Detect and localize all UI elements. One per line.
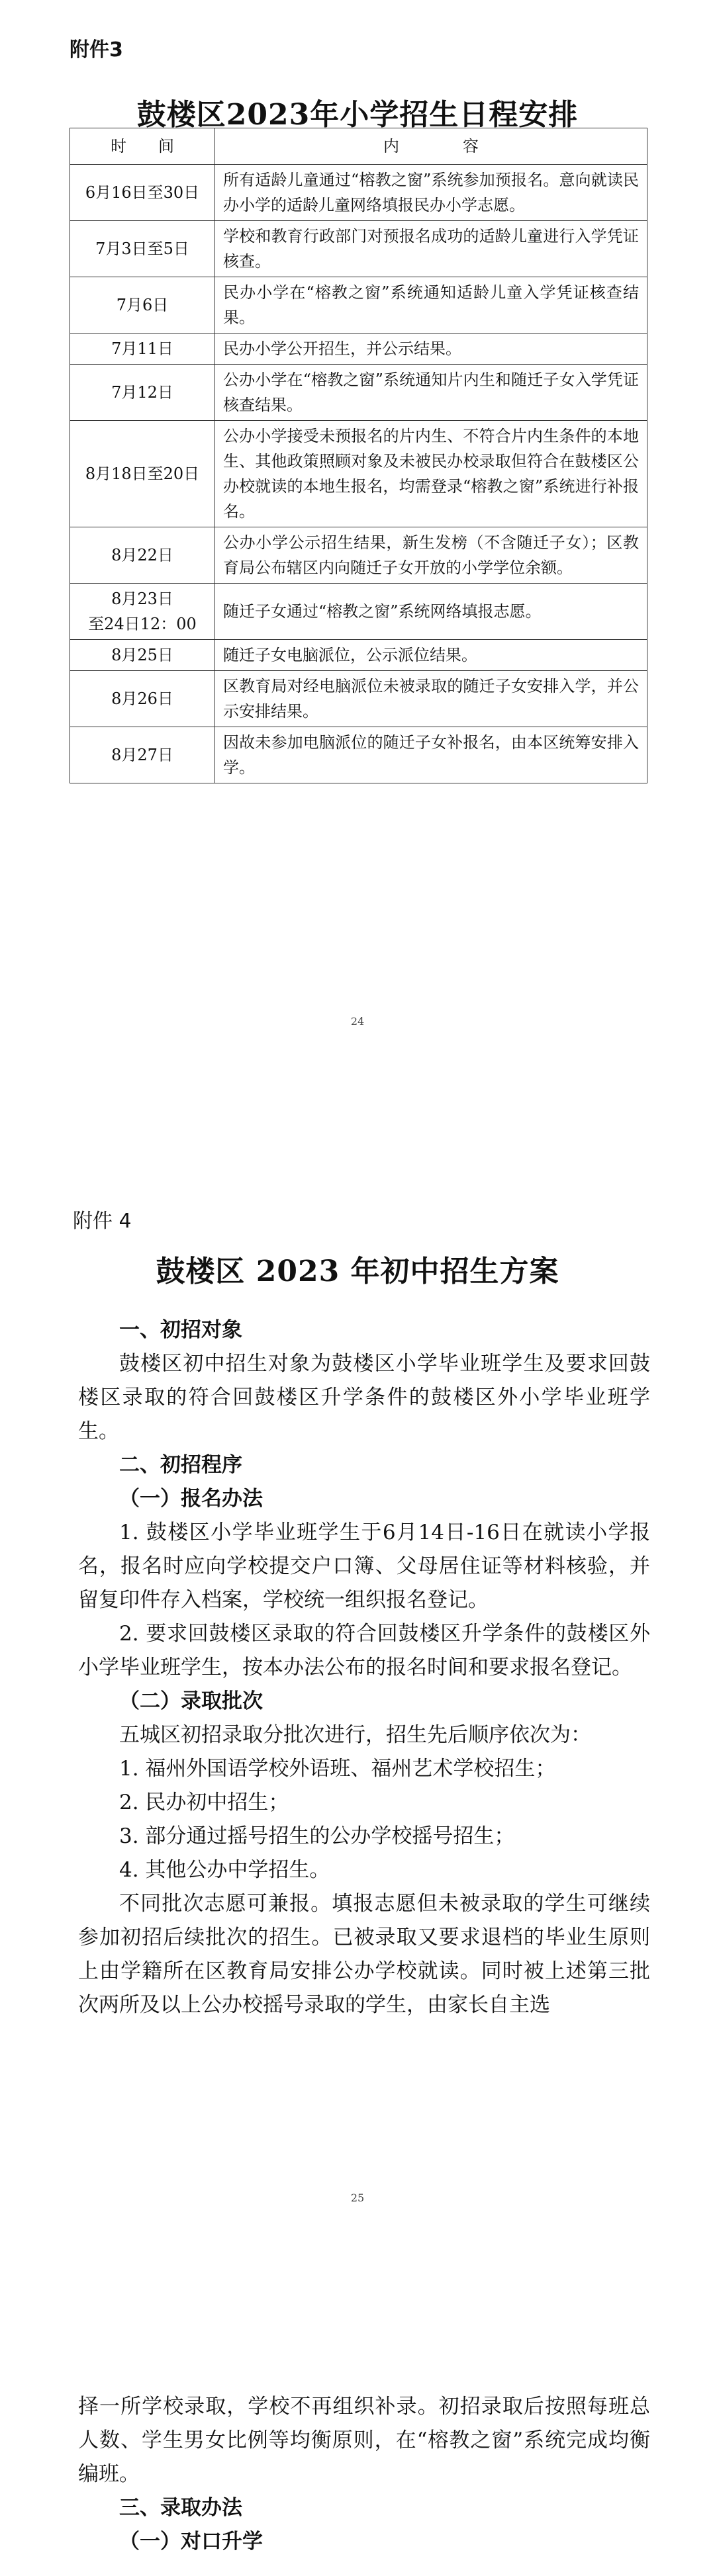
paragraph: 1. 福州外国语学校外语班、福州艺术学校招生； xyxy=(119,1757,556,1781)
paragraph: 2. 要求回鼓楼区录取的符合回鼓楼区升学条件的鼓楼区外小学毕业班学生，按本办法公布的报名时间和要求报名登记。 xyxy=(78,1622,650,1679)
time-cell: 6月16日至30日 xyxy=(70,165,215,221)
content-cell: 区教育局对经电脑派位未被录取的随迁子女安排入学，并公示安排结果。 xyxy=(215,671,647,727)
paragraph: 2. 民办初中招生； xyxy=(119,1791,289,1814)
table-row xyxy=(70,277,647,333)
table-header-row xyxy=(70,128,647,165)
time-cell: 8月27日 xyxy=(70,727,215,783)
content-cell: 民办小学公开招生，并公示结果。 xyxy=(215,333,647,365)
page-number: 24 xyxy=(350,1015,365,1028)
table-row xyxy=(70,527,647,584)
table-row xyxy=(70,727,647,783)
document-body xyxy=(78,1313,650,2022)
subsection-heading: （一）对口升学 xyxy=(119,2530,263,2554)
time-cell: 8月26日 xyxy=(70,671,215,727)
table-row xyxy=(70,365,647,421)
time-cell: 8月23日 至24日12：00 xyxy=(70,584,215,640)
paragraph: 1. 鼓楼区小学毕业班学生于6月14日-16日在就读小学报名，报名时应向学校提交户口簿、父母居住证等材料核验，并留复印件存入档案，学校统一组织报名登记。 xyxy=(78,1521,650,1612)
content-cell: 公办小学接受未预报名的片内生、不符合片内生条件的本地生、其他政策照顾对象及未被民办校录取但符合在鼓楼区公办校就读的本地生报名，均需登录“榕教之窗”系统进行补报名。 xyxy=(215,421,647,527)
time-cell: 8月25日 xyxy=(70,640,215,671)
table-row xyxy=(70,221,647,277)
table-row xyxy=(70,671,647,727)
section-heading: 二、初招程序 xyxy=(119,1453,242,1477)
time-cell: 7月3日至5日 xyxy=(70,221,215,277)
content-cell: 公办小学公示招生结果，新生发榜（不含随迁子女）；区教育局公布辖区内向随迁子女开放的小学学位余额。 xyxy=(215,527,647,584)
table-row xyxy=(70,333,647,365)
time-cell: 7月12日 xyxy=(70,365,215,421)
content-cell: 随迁子女通过“榕教之窗”系统网络填报志愿。 xyxy=(215,584,647,640)
column-header-content: 内 容 xyxy=(215,128,647,165)
schedule-table xyxy=(70,128,647,783)
paragraph: 4. 其他公办中学招生。 xyxy=(119,1858,330,1882)
paragraph: 五城区初招录取分批次进行，招生先后顺序依次为： xyxy=(119,1723,591,1747)
attachment-label: 附件 4 xyxy=(73,1210,132,1233)
column-header-time: 时 间 xyxy=(70,128,215,165)
page-title: 鼓楼区 2023 年初中招生方案 xyxy=(156,1255,559,1288)
paragraph: 3. 部分通过摇号招生的公办学校摇号招生； xyxy=(119,1824,515,1848)
subsection-heading: （一）报名办法 xyxy=(119,1487,263,1511)
table-row xyxy=(70,165,647,221)
table-row xyxy=(70,640,647,671)
section-heading: 一、初招对象 xyxy=(119,1318,242,1342)
subsection-heading: （二）录取批次 xyxy=(119,1689,263,1713)
page-number: 25 xyxy=(350,2192,365,2204)
page-title: 鼓楼区2023年小学招生日程安排 xyxy=(136,98,579,132)
time-cell: 8月18日至20日 xyxy=(70,421,215,527)
time-cell: 7月6日 xyxy=(70,277,215,333)
content-cell: 民办小学在“榕教之窗”系统通知适龄儿童入学凭证核查结果。 xyxy=(215,277,647,333)
content-cell: 所有适龄儿童通过“榕教之窗”系统参加预报名。意向就读民办小学的适龄儿童网络填报民办小学志愿。 xyxy=(215,165,647,221)
document-body xyxy=(78,2390,650,2559)
content-cell: 学校和教育行政部门对预报名成功的适龄儿童进行入学凭证核查。 xyxy=(215,221,647,277)
time-cell: 7月11日 xyxy=(70,333,215,365)
time-cell: 8月22日 xyxy=(70,527,215,584)
paragraph: 择一所学校录取，学校不再组织补录。初招录取后按照每班总人数、学生男女比例等均衡原则，在“榕教之窗”系统完成均衡编班。 xyxy=(78,2395,650,2486)
table-row xyxy=(70,421,647,527)
attachment-label: 附件3 xyxy=(70,38,123,62)
content-cell: 因故未参加电脑派位的随迁子女补报名，由本区统筹安排入学。 xyxy=(215,727,647,783)
table-row xyxy=(70,584,647,640)
paragraph: 不同批次志愿可兼报。填报志愿但未被录取的学生可继续参加初招后续批次的招生。已被录取又要求退档的毕业生原则上由学籍所在区教育局安排公办学校就读。同时被上述第三批次两所及以上公办校摇号录取的学生，由家长自主选 xyxy=(78,1892,650,2017)
content-cell: 公办小学在“榕教之窗”系统通知片内生和随迁子女入学凭证核查结果。 xyxy=(215,365,647,421)
content-cell: 随迁子女电脑派位，公示派位结果。 xyxy=(215,640,647,671)
section-heading: 三、录取办法 xyxy=(119,2496,242,2520)
paragraph: 鼓楼区初中招生对象为鼓楼区小学毕业班学生及要求回鼓楼区录取的符合回鼓楼区升学条件的鼓楼区外小学毕业班学生。 xyxy=(78,1352,650,1443)
